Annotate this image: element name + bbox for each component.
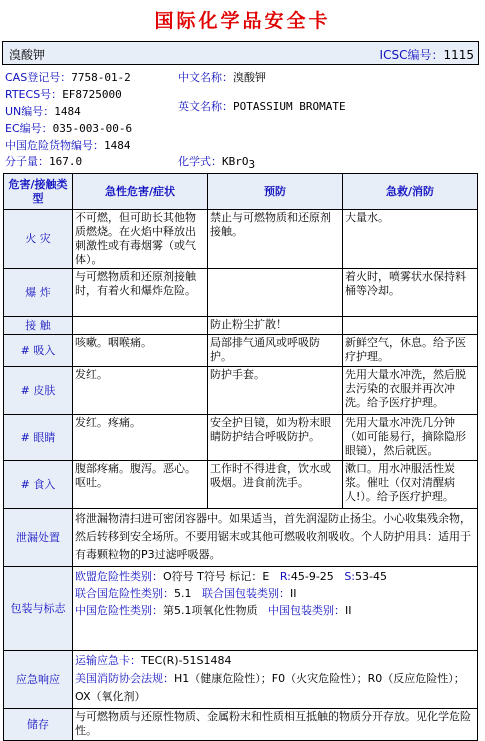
ingestion-acute: 腹部疼痛。腹泻。恶心。呕吐。 [73,461,208,509]
spill-text: 将泄漏物清扫进可密闭容器中。如果适当，首先润湿防止扬尘。小心收集残余物，然后转移到安全场所。不要用锯末或其他可燃吸收剂吸收。个人防护用具：适用于有毒颗粒物的P3过滤呼吸器。 [73,509,478,567]
row-skin [4,367,478,415]
header-acute: 急性危害/症状 [73,174,208,210]
category-explosion: 爆 炸 [4,269,73,317]
explosion-acute: 与可燃物质和还原剂接触时，有着火和爆炸危险。 [73,269,208,317]
china-classification: 中国危险性类别：第5.1项氧化性物质 中国包装类别：II [75,604,352,617]
fire-first-aid: 大量水。 [343,210,478,269]
cas-number: CAS登记号：7758-01-2 [5,71,131,84]
ingestion-prevention: 工作时不得进食，饮水或吸烟。进食前洗手。 [208,461,343,509]
ingestion-first-aid: 漱口。用水冲服活性炭浆。催吐（仅对清醒病人!）。给予医疗护理。 [343,461,478,509]
category-skin: # 皮肤 [4,367,73,415]
emergency-text [73,651,478,709]
row-packaging [4,567,478,651]
packaging-text [73,567,478,651]
skin-acute: 发红。 [73,367,208,415]
china-dangerous-goods-number: 中国危险货物编号：1484 [5,139,131,152]
rtecs-number: RTECS号：EF8725000 [5,88,122,101]
row-ingestion [4,461,478,509]
storage-text: 与可燃物质与还原性物质、金属粉末和性质相互抵触的物质分开存放。见化学危险性。 [73,709,478,741]
fire-acute: 不可燃，但可助长其他物质燃烧。在火焰中释放出刺激性或有毒烟雾（或气体）。 [73,210,208,269]
transport-card: 运输应急卡：TEC(R)-51S1484 [75,654,232,667]
exposure-prevention: 防止粉尘扩散！ [208,317,343,335]
category-fire: 火 灾 [4,210,73,269]
header-hazard-type: 危害/接触类型 [4,174,73,210]
row-eyes [4,415,478,461]
nfpa-code: 美国消防协会法规：H1（健康危险性）；F0（火灾危险性）；R0（反应危险性）；OX（氧化剂） [75,672,465,703]
table-header-row [4,174,478,210]
name-bar [2,41,479,65]
category-spill: 泄漏处置 [4,509,73,567]
category-storage: 储存 [4,709,73,741]
eyes-first-aid: 先用大量水冲洗几分钟（如可能易行，摘除隐形眼镜），然后就医。 [343,415,478,461]
ec-number: EC编号：035-003-00-6 [5,122,133,135]
row-inhalation [4,335,478,367]
category-emergency: 应急响应 [4,651,73,709]
category-ingestion: # 食入 [4,461,73,509]
english-name-field: 英文名称：POTASSIUM BROMATE [178,100,346,113]
icsc-number: ICSC编号：1115 [379,48,474,62]
inhalation-acute: 咳嗽。咽喉痛。 [73,335,208,367]
molecular-weight: 分子量：167.0 [5,155,83,168]
row-storage [4,709,478,741]
category-exposure: 接 触 [4,317,73,335]
skin-prevention: 防护手套。 [208,367,343,415]
header-prevention: 预防 [208,174,343,210]
category-eyes: # 眼睛 [4,415,73,461]
inhalation-prevention: 局部排气通风或呼吸防护。 [208,335,343,367]
eu-classification: 欧盟危险性类别：O符号 T符号 标记：E R:45-9-25 S:53-45 [75,570,387,583]
row-explosion [4,269,478,317]
category-packaging: 包装与标志 [4,567,73,651]
chemical-formula: 化学式：KBrO$_3$ [178,155,256,172]
eyes-prevention: 安全护目镜，如为粉末眼睛防护结合呼吸防护。 [208,415,343,461]
row-emergency [4,651,478,709]
fire-prevention: 禁止与可燃物质和还原剂接触。 [208,210,343,269]
hazard-table [3,173,478,741]
skin-first-aid: 先用大量水冲洗，然后脱去污染的衣服并再次冲洗。给予医疗护理。 [343,367,478,415]
exposure-acute [73,317,208,335]
explosion-first-aid: 着火时，喷雾状水保持料桶等冷却。 [343,269,478,317]
un-number: UN编号：1484 [5,105,81,118]
eyes-acute: 发红。疼痛。 [73,415,208,461]
chemical-name: 溴酸钾 [9,48,46,62]
header-first-aid: 急救/消防 [343,174,478,210]
explosion-prevention [208,269,343,317]
category-inhalation: # 吸入 [4,335,73,367]
row-spill [4,509,478,567]
card-title: 国际化学品安全卡 [154,10,331,32]
row-fire [4,210,478,269]
inhalation-first-aid: 新鲜空气，休息。给予医疗护理。 [343,335,478,367]
row-exposure [4,317,478,335]
exposure-first-aid [343,317,478,335]
un-classification: 联合国危险性类别：5.1 联合国包装类别：II [75,587,297,600]
chinese-name-field: 中文名称：溴酸钾 [178,71,266,84]
